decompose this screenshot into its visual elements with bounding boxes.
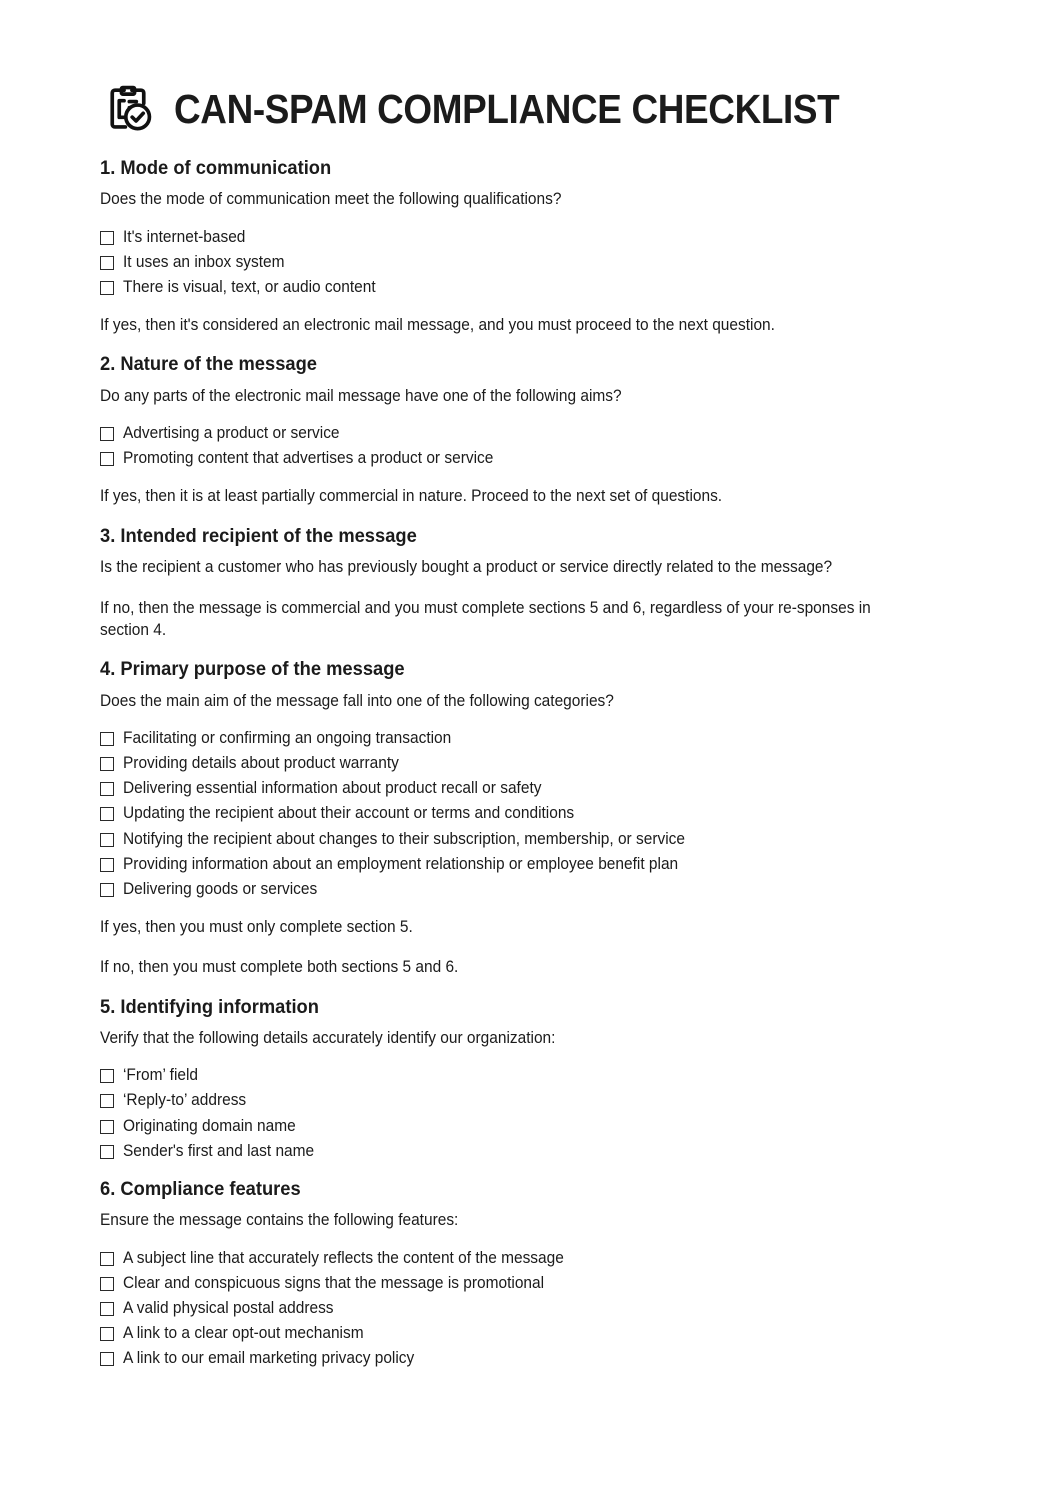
check-label: A valid physical postal address [123, 1298, 334, 1317]
check-item[interactable] [100, 1324, 958, 1343]
check-label: ‘From’ field [123, 1066, 199, 1085]
checkbox[interactable] [100, 883, 114, 897]
section-2-heading: 2. Nature of the message [100, 353, 317, 376]
check-item[interactable] [100, 830, 958, 849]
section-4-outro: If yes, then you must only complete section 5. [100, 917, 413, 936]
section-3-intro: Is the recipient a customer who has previously bought a product or service directly related to the message? [100, 558, 833, 577]
section-4 [100, 658, 958, 978]
check-item[interactable] [100, 253, 958, 272]
check-label: Updating the recipient about their account or terms and conditions [123, 804, 575, 823]
section-4-heading: 4. Primary purpose of the message [100, 658, 405, 681]
section-1-intro: Does the mode of communication meet the following qualifications? [100, 190, 562, 209]
section-6-heading: 6. Compliance features [100, 1177, 301, 1200]
check-item[interactable] [100, 228, 958, 247]
check-label: Sender's first and last name [123, 1141, 315, 1160]
check-item[interactable] [100, 804, 958, 823]
check-item[interactable] [100, 729, 958, 748]
section-6-intro: Ensure the message contains the following features: [100, 1211, 459, 1230]
check-label: Providing information about an employment relationship or employee benefit plan [123, 854, 679, 873]
section-1-outro: If yes, then it's considered an electronic mail message, and you must proceed to the next question. [100, 316, 775, 335]
check-label: A link to a clear opt-out mechanism [123, 1323, 364, 1342]
check-item[interactable] [100, 1274, 958, 1293]
check-item[interactable] [100, 424, 958, 443]
check-item[interactable] [100, 1091, 958, 1110]
check-label: Notifying the recipient about changes to their subscription, membership, or service [123, 829, 685, 848]
check-label: Clear and conspicuous signs that the message is promotional [123, 1273, 545, 1292]
checkbox[interactable] [100, 757, 114, 771]
check-item[interactable] [100, 1142, 958, 1161]
checkbox[interactable] [100, 1327, 114, 1341]
section-4-intro: Does the main aim of the message fall into one of the following categories? [100, 691, 614, 710]
checkbox[interactable] [100, 807, 114, 821]
section-2-checklist [100, 424, 958, 468]
checkbox[interactable] [100, 1252, 114, 1266]
section-1 [100, 157, 958, 336]
checkbox[interactable] [100, 732, 114, 746]
checkbox[interactable] [100, 427, 114, 441]
section-2-outro: If yes, then it is at least partially commercial in nature. Proceed to the next set of questions. [100, 487, 723, 506]
check-label: Delivering essential information about product recall or safety [123, 779, 542, 798]
check-label: It uses an inbox system [123, 252, 285, 271]
section-3 [100, 525, 958, 642]
section-1-checklist [100, 228, 958, 297]
section-5-heading: 5. Identifying information [100, 995, 319, 1018]
section-6 [100, 1178, 958, 1368]
check-item[interactable] [100, 855, 958, 874]
check-item[interactable] [100, 754, 958, 773]
check-item[interactable] [100, 779, 958, 798]
check-label: Providing details about product warranty [123, 754, 399, 773]
checkbox[interactable] [100, 1120, 114, 1134]
page-title: CAN-SPAM COMPLIANCE CHECKLIST [174, 85, 840, 132]
section-2 [100, 353, 958, 507]
check-label: There is visual, text, or audio content [123, 278, 376, 296]
check-label: ‘Reply-to’ address [123, 1091, 247, 1110]
check-label: Advertising a product or service [123, 424, 340, 443]
section-5 [100, 996, 958, 1161]
checkbox[interactable] [100, 1302, 114, 1316]
clipboard-check-icon [100, 81, 156, 137]
check-item[interactable] [100, 880, 958, 899]
check-item[interactable] [100, 1349, 958, 1368]
check-item[interactable] [100, 278, 958, 297]
section-5-intro: Verify that the following details accurately identify our organization: [100, 1029, 556, 1048]
checkbox[interactable] [100, 833, 114, 847]
section-4-outro-2: If no, then you must complete both sections 5 and 6. [100, 958, 459, 977]
check-label: A link to our email marketing privacy policy [123, 1349, 415, 1368]
checkbox[interactable] [100, 1352, 114, 1366]
check-label: Promoting content that advertises a product or service [123, 449, 494, 468]
section-1-heading: 1. Mode of communication [100, 157, 332, 179]
checkbox[interactable] [100, 858, 114, 872]
section-6-checklist [100, 1249, 958, 1369]
check-item[interactable] [100, 1066, 958, 1085]
section-5-checklist [100, 1066, 958, 1160]
checkbox[interactable] [100, 256, 114, 270]
check-label: It's internet-based [123, 227, 246, 246]
check-label: Delivering goods or services [123, 879, 318, 898]
section-4-checklist [100, 729, 958, 899]
checkbox[interactable] [100, 231, 114, 245]
check-label: Facilitating or confirming an ongoing transaction [123, 729, 452, 748]
checkbox[interactable] [100, 1277, 114, 1291]
section-3-outro: If no, then the message is commercial and you must complete sections 5 and 6, regardless of your re-sponses in section 4. [100, 598, 871, 639]
check-label: Originating domain name [123, 1116, 296, 1135]
check-item[interactable] [100, 1249, 958, 1268]
check-item[interactable] [100, 449, 958, 468]
checkbox[interactable] [100, 281, 114, 295]
section-2-intro: Do any parts of the electronic mail message have one of the following aims? [100, 386, 622, 405]
section-3-heading: 3. Intended recipient of the message [100, 524, 417, 547]
checkbox[interactable] [100, 1094, 114, 1108]
document-header [100, 78, 958, 140]
checkbox[interactable] [100, 782, 114, 796]
checkbox[interactable] [100, 1069, 114, 1083]
check-item[interactable] [100, 1117, 958, 1136]
check-item[interactable] [100, 1299, 958, 1318]
checkbox[interactable] [100, 1145, 114, 1159]
checkbox[interactable] [100, 452, 114, 466]
check-label: A subject line that accurately reflects the content of the message [123, 1248, 564, 1267]
